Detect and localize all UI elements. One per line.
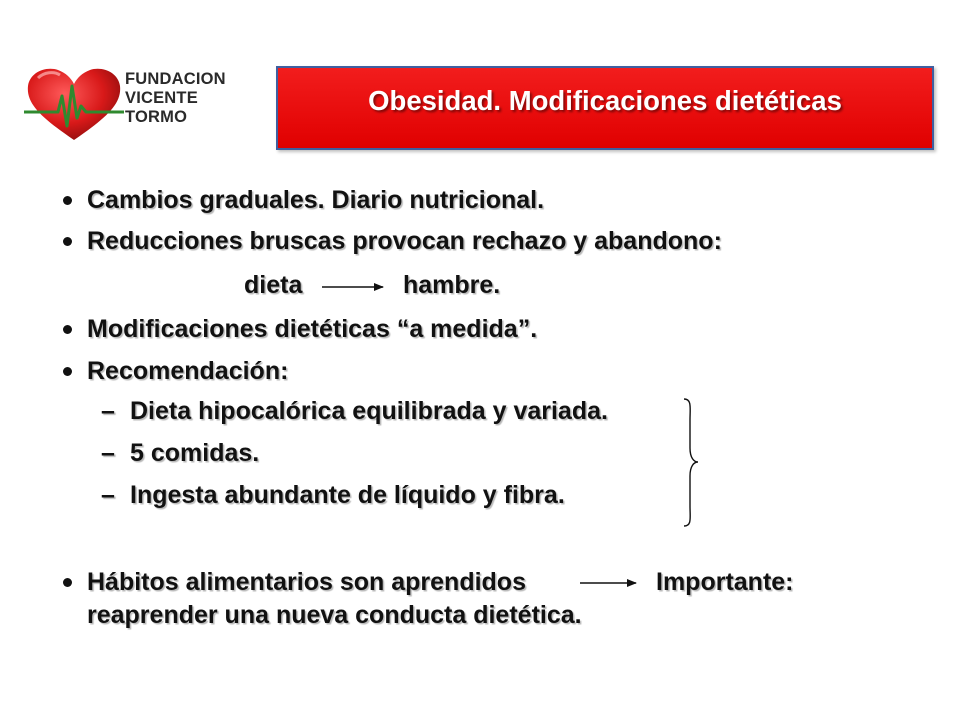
logo-line-1: FUNDACION [125, 70, 226, 88]
bullet-learned-habits: Hábitos alimentarios son aprendidos [87, 568, 526, 596]
dash-marker: – [101, 481, 115, 509]
diet-word: dieta [244, 271, 303, 299]
page-title: Obesidad. Modificaciones dietéticas [368, 85, 842, 116]
sub-item-liquid-fiber: Ingesta abundante de líquido y fibra. [130, 481, 565, 509]
hunger-word: hambre. [403, 271, 501, 299]
bullet-abrupt-reductions: Reducciones bruscas provocan rechazo y abandono: [87, 227, 722, 255]
dash-marker: – [101, 439, 115, 467]
bullet-custom-modifications: Modificaciones dietéticas “a medida”. [87, 315, 538, 343]
bullet-relearn-conduct: reaprender una nueva conducta dietética. [87, 601, 582, 629]
dash-marker: – [101, 397, 115, 425]
sub-item-hypocaloric-diet: Dieta hipocalórica equilibrada y variada. [130, 397, 608, 425]
important-label: Importante: [656, 568, 794, 596]
bullet-recommendation: Recomendación: [87, 357, 289, 385]
sub-item-five-meals: 5 comidas. [130, 439, 260, 467]
logo-line-2: VICENTE TORMO [125, 89, 198, 126]
bullet-gradual-changes: Cambios graduales. Diario nutricional. [87, 186, 545, 214]
right-curly-brace-icon [684, 399, 698, 526]
